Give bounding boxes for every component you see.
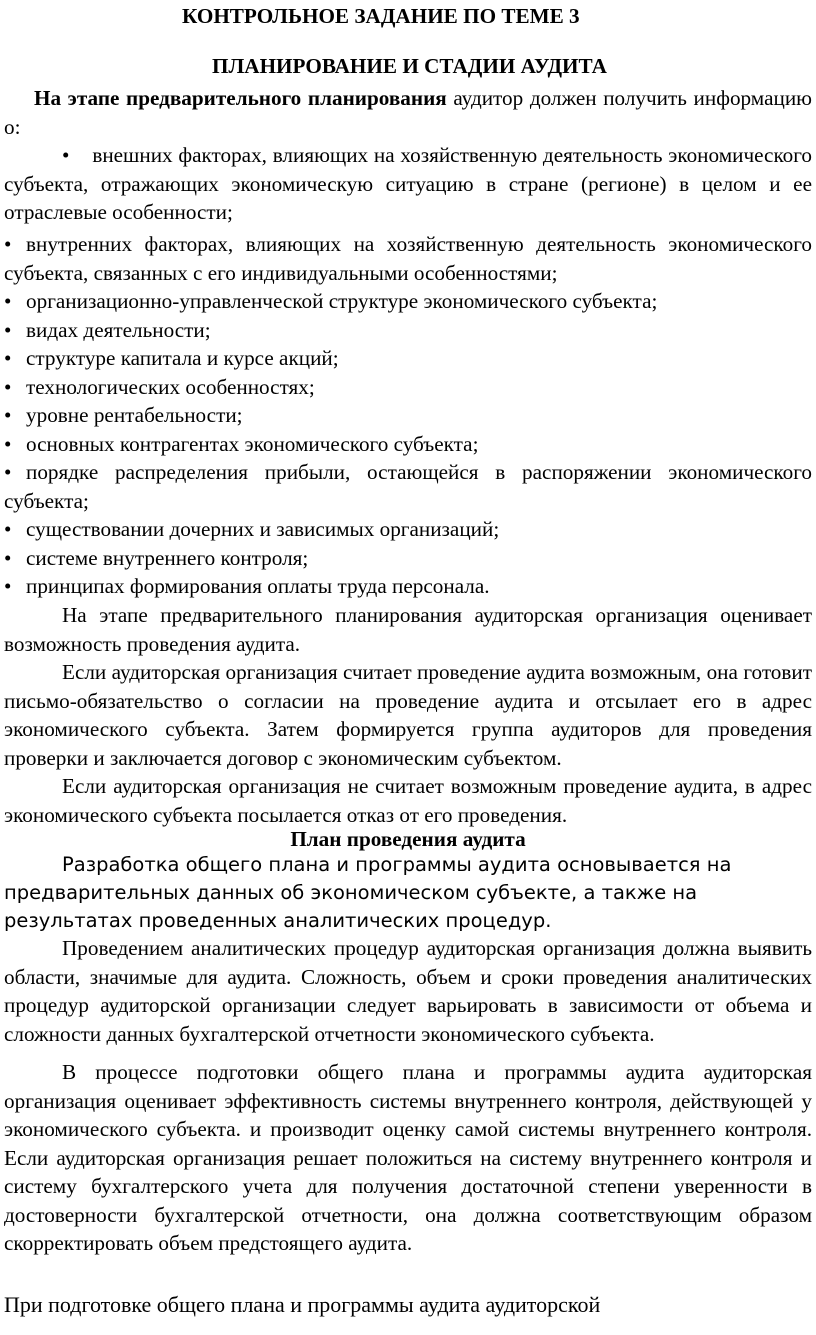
list-item: • принципах формирования оплаты труда персонала. [4,574,490,598]
paragraphs-planning [4,934,812,1258]
document-subtitle: ПЛАНИРОВАНИЕ И СТАДИИ АУДИТА [212,54,607,78]
list-item: • технологических особенностях; [4,374,315,399]
bullet-list [4,230,812,601]
paragraph: В процессе подготовки общего плана и программы аудита аудиторская организация оценивает эффективность системы внутреннего контроля, действующей у экономического субъекта. и производит оценку самой системы внутреннего контроля. Если аудиторская организация решает положиться на систему внутреннего контроля и систему бухгалтерского учета для получения достаточной степени уверенности в достоверности бухгалтерской отчетности, она должна соответствующим образом скорректировать объем предстоящего аудита. [4,1060,812,1255]
list-item: • существовании дочерних и зависимых организаций; [4,517,500,541]
intro-bold-lead: На этапе предварительного планирования [34,86,447,110]
list-item: • структуре капитала и курсе акций; [4,346,339,370]
document-title: КОНТРОЛЬНОЕ ЗАДАНИЕ ПО ТЕМЕ 3 [182,4,580,28]
section-heading: План проведения аудита [290,827,526,851]
bullet-marker: • [62,143,70,167]
list-item: • внутренних факторах, влияющих на хозяйственную деятельность экономического субъекта, связанных с его индивидуальными особенностями; [4,232,812,285]
paragraphs-preliminary [4,601,812,829]
list-item: • порядке распределения прибыли, остающейся в распоряжении экономического субъекта; [4,460,812,513]
bullet-external-factors [4,141,812,227]
paragraph: Если аудиторская организация считает проведение аудита возможным, она готовит письмо-обязательство о согласии на проведение аудита и отсылает его в адрес экономического субъекта. Затем формируется группа аудиторов для проведения проверки и заключается договор с экономическим субъектом. [4,660,812,770]
paragraph: Если аудиторская организация не считает возможным проведение аудита, в адрес экономического субъекта посылается отказ от его проведения. [4,774,812,827]
list-item: • основных контрагентах экономического субъекта; [4,431,479,456]
list-item: • системе внутреннего контроля; [4,545,309,570]
paragraph: Проведением аналитических процедур аудиторская организация должна выявить области, значимые для аудита. Сложность, объем и сроки проведения аналитических процедур аудиторской организации следует варьировать в зависимости от объема и сложности данных бухгалтерской отчетности экономического субъекта. [4,936,812,1046]
list-item: • видах деятельности; [4,317,211,342]
sans-paragraph: Разработка общего плана и программы аудита основывается на предварительных данных об экономическом субъекте, а также на результатах проведенных аналитических процедур. [4,853,732,932]
intro-rest: аудитор должен получить информацию о: [4,86,812,139]
bullet-text: внешних факторах, влияющих на хозяйственную деятельность экономического субъекта, отражающих экономическую ситуацию в стране (регионе) в целом и ее отраслевые особенности; [4,143,813,224]
list-item: • организационно-управленческой структуре экономического субъекта; [4,289,658,313]
final-line: При подготовке общего плана и программы аудита аудиторской [4,1292,601,1317]
list-item: • уровне рентабельности; [4,403,243,427]
paragraph: На этапе предварительного планирования аудиторская организация оценивает возможность проведения аудита. [4,603,812,656]
intro-paragraph [4,84,812,141]
